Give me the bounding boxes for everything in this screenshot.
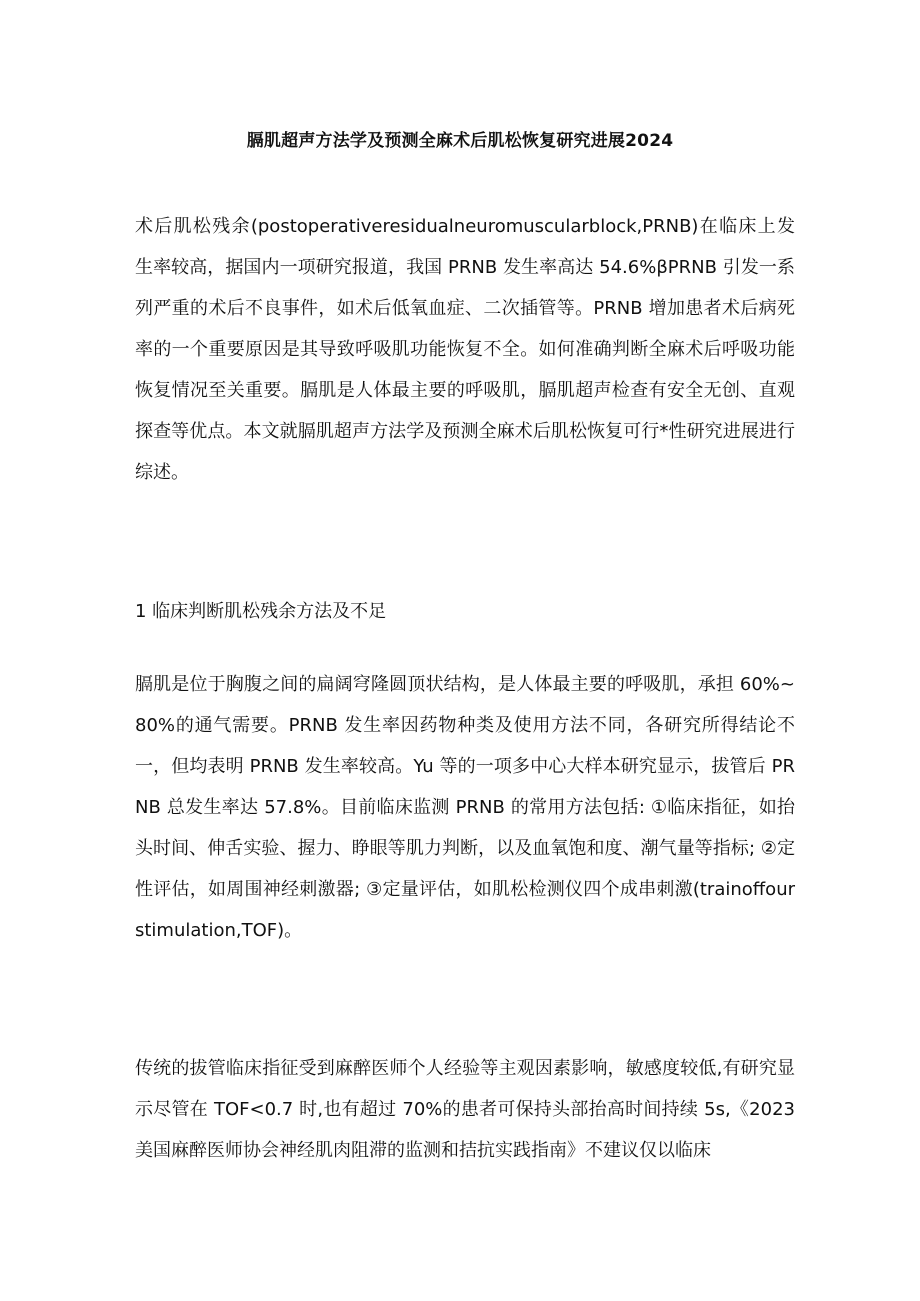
section-paragraph: 膈肌是位于胸腹之间的扁阔穹隆圆顶状结构，是人体最主要的呼吸肌，承担 60%~80%的通气需要。PRNB 发生率因药物种类及使用方法不同，各研究所得结论不一，但均表明 PRNB 发生率较高。Yu 等的一项多中心大样本研究显示，拔管后 PRNB 总发生率达 57.8%。目前临床监测 PRNB 的常用方法包括: ①临床指征，如抬头时间、伸舌实验、握力、睁眼等肌力判断，以及血氧饱和度、潮气量等指标; ②定性评估，如周围神经刺激器; ③定量评估，如肌松检测仪四个成串刺激(trainoffourstimulation,TOF)。 bbox=[135, 674, 795, 941]
section-heading: 1 临床判断肌松残余方法及不足 bbox=[135, 601, 387, 622]
section-paragraph: 传统的拔管临床指征受到麻醉医师个人经验等主观因素影响，敏感度较低,有研究显示尽管在 TOF<0.7 时,也有超过 70%的患者可保持头部抬高时间持续 5s,《2023 美国麻醉医师协会神经肌肉阻滞的监测和拮抗实践指南》不建议仅以临床 bbox=[135, 1058, 795, 1161]
document-title: 膈肌超声方法学及预测全麻术后肌松恢复研究进展2024 bbox=[246, 131, 674, 151]
intro-paragraph: 术后肌松残余(postoperativeresidualneuromuscularblock,PRNB)在临床上发生率较高，据国内一项研究报道，我国 PRNB 发生率高达 54.6%βPRNB 引发一系列严重的术后不良事件，如术后低氧血症、二次插管等。PRNB 增加患者术后病死率的一个重要原因是其导致呼吸肌功能恢复不全。如何准确判断全麻术后呼吸功能恢复情况至关重要。膈肌是人体最主要的呼吸肌，膈肌超声检查有安全无创、直观探查等优点。本文就膈肌超声方法学及预测全麻术后肌松恢复可行*性研究进展进行综述。 bbox=[135, 216, 795, 483]
